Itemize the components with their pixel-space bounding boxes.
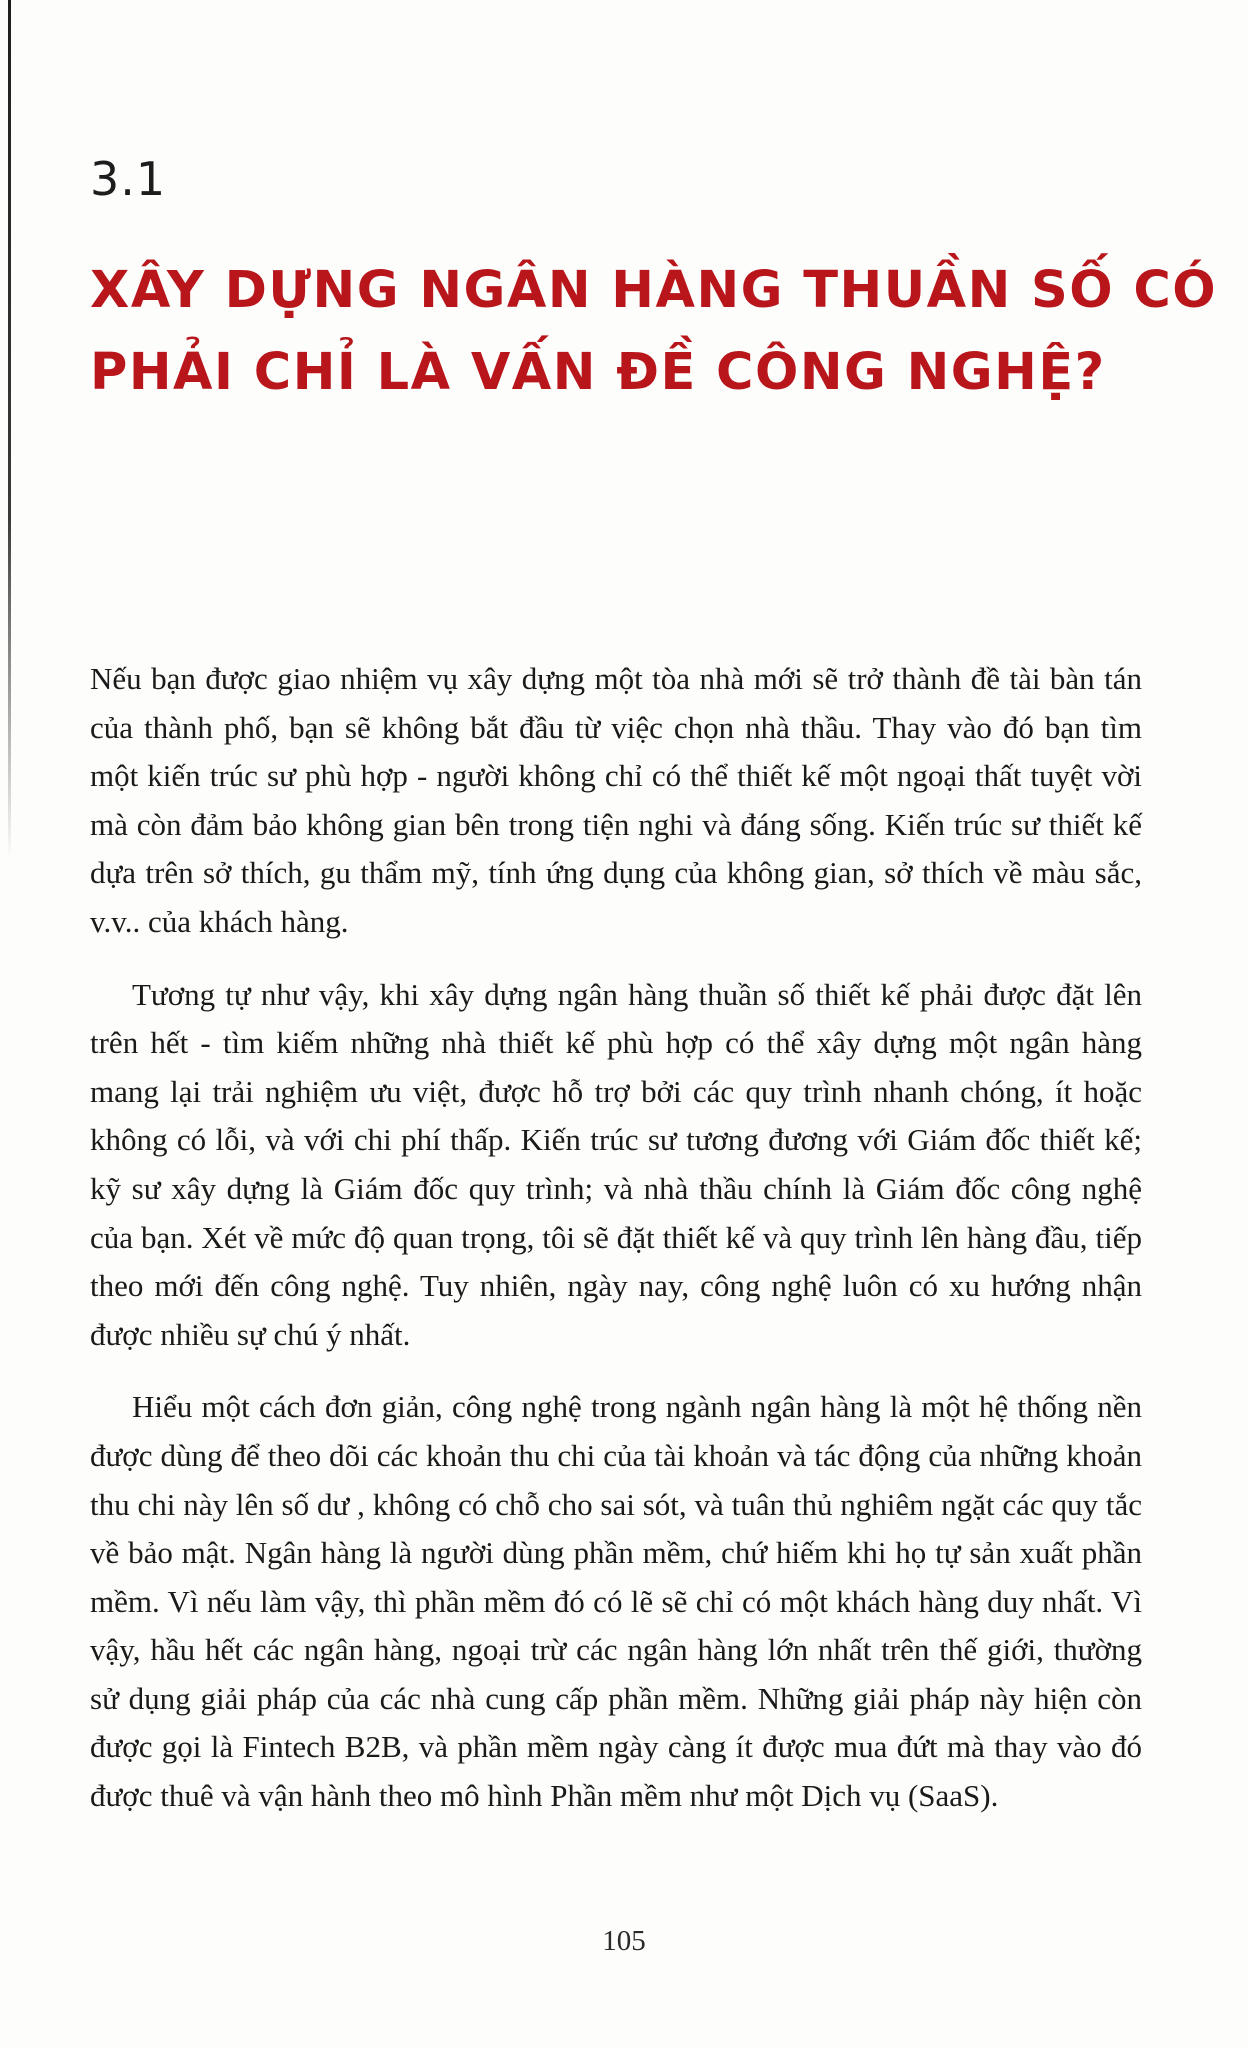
paragraph-2: Tương tự như vậy, khi xây dựng ngân hàng thuần số thiết kế phải được đặt lên trên hết - tìm kiếm những nhà thiết kế phù hợp có thể xây dựng một ngân hàng mang lại trải nghiệm ưu việt, được hỗ trợ bởi các quy trình nhanh chóng, ít hoặc không có lỗi, và với chi phí thấp. Kiến trúc sư tương đương với Giám đốc thiết kế; kỹ sư xây dựng là Giám đốc quy trình; và nhà thầu chính là Giám đốc công nghệ của bạn. Xét về mức độ quan trọng, tôi sẽ đặt thiết kế và quy trình lên hàng đầu, tiếp theo mới đến công nghệ. Tuy nhiên, ngày nay, công nghệ luôn có xu hướng nhận được nhiều sự chú ý nhất. (90, 976, 1142, 1352)
section-number: 3.1 (90, 152, 167, 206)
paragraph-1: Nếu bạn được giao nhiệm vụ xây dựng một tòa nhà mới sẽ trở thành đề tài bàn tán của thành phố, bạn sẽ không bắt đầu từ việc chọn nhà thầu. Thay vào đó bạn tìm một kiến trúc sư phù hợp - người không chỉ có thể thiết kế một ngoại thất tuyệt vời mà còn đảm bảo không gian bên trong tiện nghi và đáng sống. Kiến trúc sư thiết kế dựa trên sở thích, gu thẩm mỹ, tính ứng dụng của không gian, sở thích về màu sắc, v.v.. của khách hàng. (90, 661, 1142, 939)
page-number: 105 (602, 1925, 646, 1957)
paragraph-3: Hiểu một cách đơn giản, công nghệ trong ngành ngân hàng là một hệ thống nền được dùng để theo dõi các khoản thu chi của tài khoản và tác động của những khoản thu chi này lên số dư , không có chỗ cho sai sót, và tuân thủ nghiêm ngặt các quy tắc về bảo mật. Ngân hàng là người dùng phần mềm, chứ hiếm khi họ tự sản xuất phần mềm. Vì nếu làm vậy, thì phần mềm đó có lẽ sẽ chỉ có một khách hàng duy nhất. Vì vậy, hầu hết các ngân hàng, ngoại trừ các ngân hàng lớn nhất trên thế giới, thường sử dụng giải pháp của các nhà cung cấp phần mềm. Những giải pháp này hiện còn được gọi là Fintech B2B, và phần mềm ngày càng ít được mua đứt mà thay vào đó được thuê và vận hành theo mô hình Phần mềm như một Dịch vụ (SaaS). (90, 1389, 1142, 1814)
section-title-line-1: XÂY DỰNG NGÂN HÀNG THUẦN SỐ CÓ (90, 261, 1218, 320)
page-spine-shadow (8, 0, 11, 860)
section-title (90, 250, 1218, 414)
body-text (90, 655, 1142, 1845)
section-title-line-2: PHẢI CHỈ LÀ VẤN ĐỀ CÔNG NGHỆ? (90, 343, 1106, 402)
